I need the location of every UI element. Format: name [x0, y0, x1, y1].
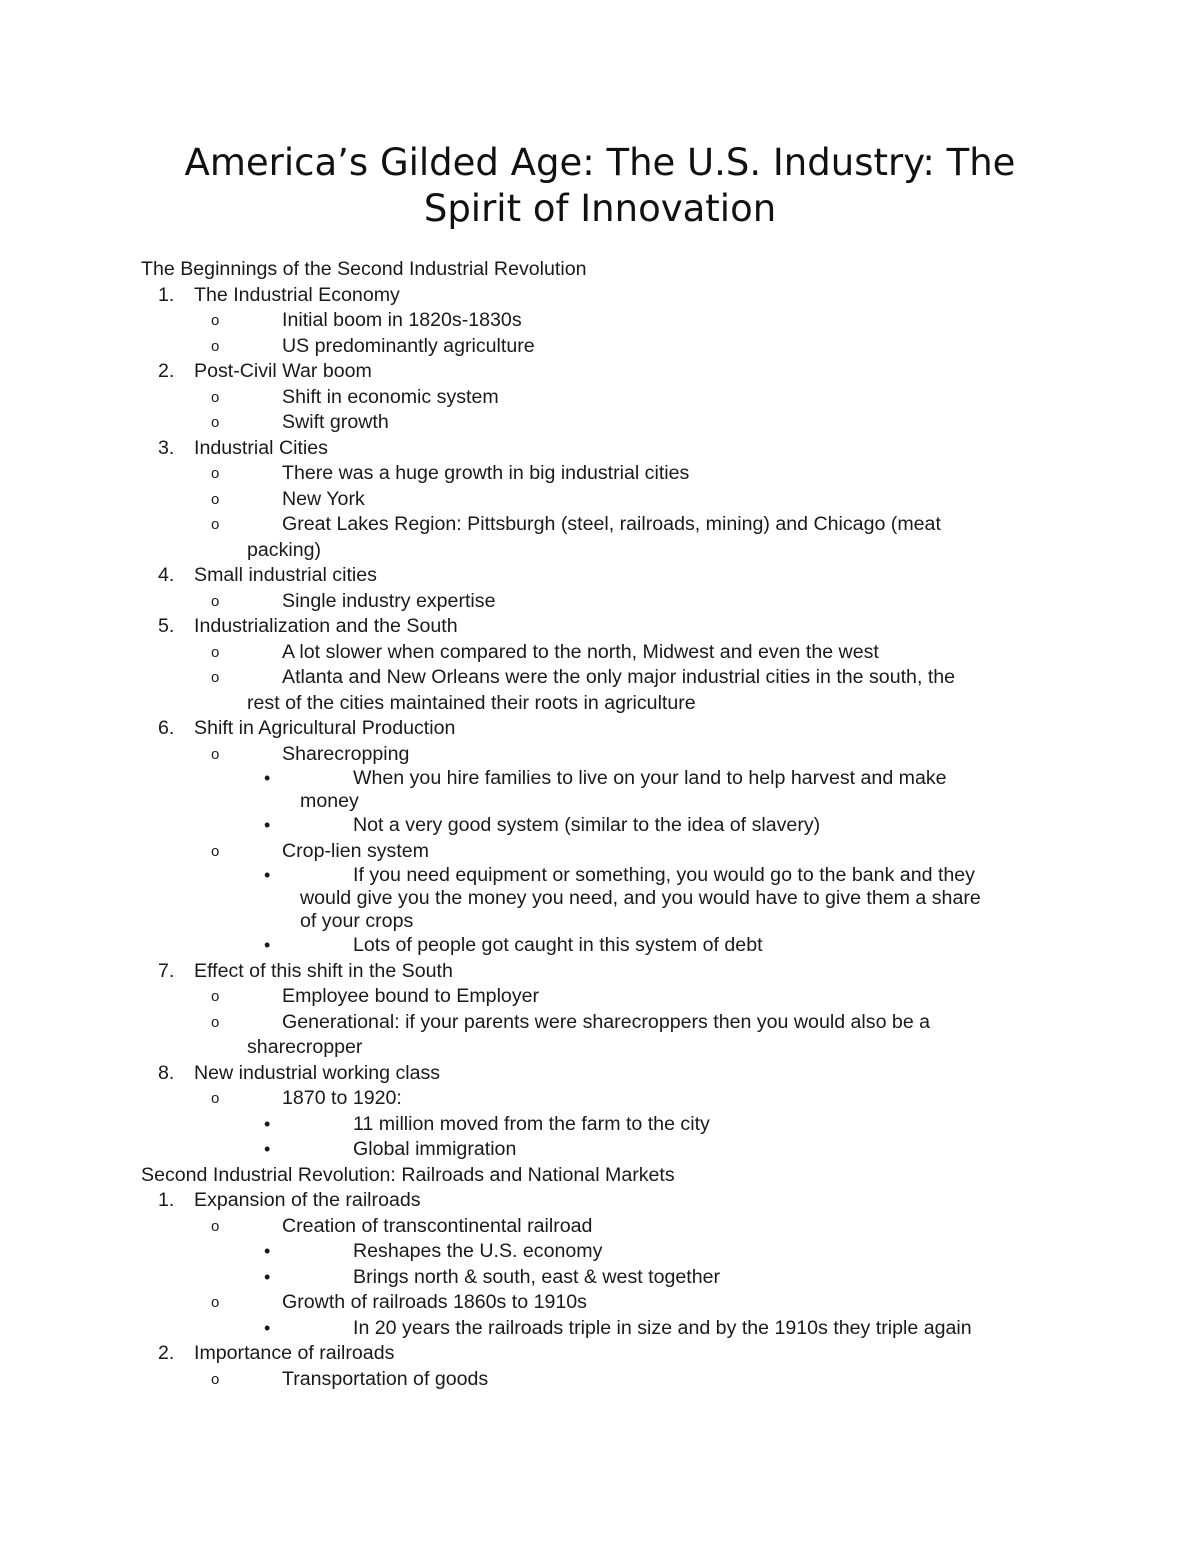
circle-bullet-icon: o [211, 337, 220, 355]
sub-item: o Creation of transcontinental railroad [0, 1214, 1200, 1240]
list-number: 8. [158, 1061, 175, 1084]
list-number: 1. [158, 283, 175, 306]
sub-item: o Great Lakes Region: Pittsburgh (steel, railroads, mining) and Chicago (meat packing) [211, 513, 941, 561]
bullet-item: • Not a very good system (similar to the idea of slavery) [0, 813, 1200, 839]
bullet-item: • Lots of people got caught in this system of debt [0, 933, 1200, 959]
bullet-item: • When you hire families to live on your land to help harvest and make money [264, 767, 947, 812]
list-number: 1. [158, 1189, 175, 1211]
list-item: 8. New industrial working class [0, 1061, 1200, 1087]
circle-bullet-icon: o [211, 465, 220, 482]
bullet-item: • In 20 years the railroads triple in size and by the 1910s they triple again [0, 1316, 1200, 1342]
list-number: 3. [158, 436, 175, 459]
section-heading: Second Industrial Revolution: Railroads and National Markets [141, 1163, 675, 1186]
sub-item: o Swift growth [0, 410, 1200, 436]
list-number: 2. [158, 360, 175, 382]
sub-item: o 1870 to 1920: [0, 1086, 1200, 1112]
document-title [100, 140, 1100, 232]
sub-item: o Sharecropping [0, 742, 1200, 768]
list-item: 1. The Industrial Economy [0, 283, 1200, 309]
list-item: 2. Post-Civil War boom [0, 359, 1200, 385]
list-item: 5. Industrialization and the South [0, 614, 1200, 640]
list-number: 2. [158, 1342, 175, 1364]
bullet-item: • Global immigration [0, 1137, 1200, 1163]
circle-bullet-icon: o [211, 1217, 220, 1235]
circle-bullet-icon: o [211, 669, 220, 686]
sub-item: o A lot slower when compared to the north, Midwest and even the west [0, 640, 1200, 666]
dot-bullet-icon: • [264, 1241, 271, 1261]
circle-bullet-icon: o [211, 490, 220, 508]
sub-item: o New York [0, 487, 1200, 513]
list-item: 2. Importance of railroads [0, 1341, 1200, 1367]
circle-bullet-icon: o [211, 842, 220, 860]
sub-item: o Crop-lien system [0, 839, 1200, 865]
bullet-item: • 11 million moved from the farm to the city [0, 1112, 1200, 1138]
circle-bullet-icon: o [211, 1294, 220, 1311]
circle-bullet-icon: o [211, 1013, 220, 1031]
sub-item: o Transportation of goods [0, 1367, 1200, 1393]
circle-bullet-icon: o [211, 643, 220, 661]
dot-bullet-icon: • [264, 935, 271, 955]
sub-item: o Growth of railroads 1860s to 1910s [0, 1290, 1200, 1316]
list-item: 7. Effect of this shift in the South [0, 959, 1200, 985]
circle-bullet-icon: o [211, 592, 220, 610]
dot-bullet-icon: • [264, 1317, 271, 1338]
document-body [0, 257, 1200, 1392]
sub-item: o There was a huge growth in big industrial cities [0, 461, 1200, 487]
sub-item: o Generational: if your parents were sharecroppers then you would also be a sharecropper [211, 1010, 931, 1058]
sub-item: o Shift in economic system [0, 385, 1200, 411]
section-heading: The Beginnings of the Second Industrial Revolution [141, 258, 587, 280]
list-item: 1. Expansion of the railroads [0, 1188, 1200, 1214]
dot-bullet-icon: • [264, 815, 271, 835]
list-number: 5. [158, 615, 175, 637]
sub-item: o US predominantly agriculture [0, 334, 1200, 360]
sub-item: o Single industry expertise [0, 589, 1200, 615]
title-line-1: America’s Gilded Age: The U.S. Industry: The [184, 141, 1016, 184]
bullet-item: • Brings north & south, east & west together [0, 1265, 1200, 1291]
title-line-2: Spirit of Innovation [423, 187, 777, 230]
sub-item: o Atlanta and New Orleans were the only major industrial cities in the south, the rest of the cities maintained their roots in agriculture [211, 666, 956, 714]
list-number: 4. [158, 564, 175, 586]
list-item: 6. Shift in Agricultural Production [0, 716, 1200, 742]
circle-bullet-icon: o [211, 312, 220, 329]
circle-bullet-icon: o [211, 516, 220, 533]
list-item: 3. Industrial Cities [0, 436, 1200, 462]
list-item: 4. Small industrial cities [0, 563, 1200, 589]
circle-bullet-icon: o [211, 1090, 220, 1107]
list-number: 7. [158, 959, 175, 982]
dot-bullet-icon: • [264, 1266, 271, 1287]
dot-bullet-icon: • [264, 1113, 271, 1134]
bullet-item: • If you need equipment or something, you would go to the bank and they would give you the money you need, and you would have to give them a share of your crops [264, 864, 981, 932]
bullet-item: • Reshapes the U.S. economy [0, 1239, 1200, 1265]
circle-bullet-icon: o [211, 745, 220, 763]
sub-item: o Employee bound to Employer [0, 984, 1200, 1010]
dot-bullet-icon: • [264, 865, 271, 885]
circle-bullet-icon: o [211, 388, 220, 406]
circle-bullet-icon: o [211, 988, 220, 1005]
circle-bullet-icon: o [211, 414, 220, 431]
dot-bullet-icon: • [264, 1139, 271, 1159]
sub-item: o Initial boom in 1820s-1830s [0, 308, 1200, 334]
dot-bullet-icon: • [264, 768, 271, 788]
list-number: 6. [158, 717, 175, 739]
circle-bullet-icon: o [211, 1370, 220, 1388]
